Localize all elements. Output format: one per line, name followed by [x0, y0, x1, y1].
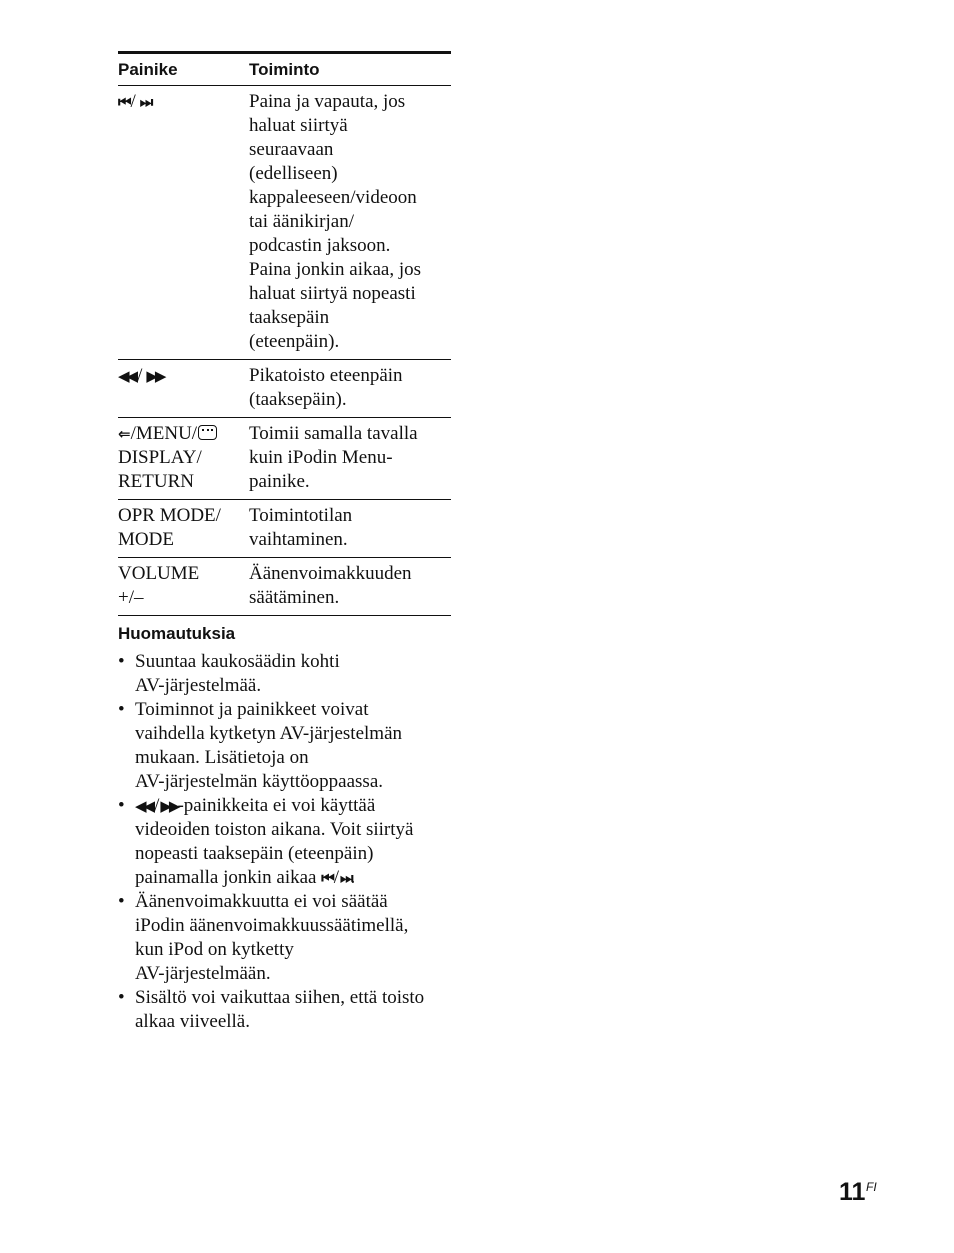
button-cell: VOLUME +/–	[118, 563, 200, 608]
fast-forward-icon: ▶▶	[146, 367, 164, 385]
function-cell: Äänenvoimakkuuden säätäminen.	[249, 563, 412, 608]
rewind-icon: ◀◀	[118, 367, 136, 385]
rewind-icon: ◀◀	[135, 797, 153, 815]
previous-track-icon: ⏮	[118, 93, 129, 111]
column-header-button: Painike	[118, 60, 178, 79]
function-cell: Toimii samalla tavalla kuin iPodin Menu- painike.	[249, 423, 418, 492]
notes-heading: Huomautuksia	[118, 624, 236, 643]
table-header-row	[118, 53, 451, 86]
list-item: • Toiminnot ja painikkeet voivat vaihdella kytketyn AV-järjestelmän mukaan. Lisätietoja on AV-järjestelmän käyttöoppaassa.	[118, 698, 458, 794]
menu-label: /MENU/	[130, 423, 198, 444]
table-row	[118, 500, 451, 558]
button-cell: OPR MODE/ MODE	[118, 505, 221, 550]
table-row	[118, 86, 451, 360]
list-item: • Äänenvoimakkuutta ei voi säätää iPodin äänenvoimakkuussäätimellä, kun iPod on kytketty AV-järjestelmään.	[118, 890, 458, 986]
function-cell: Toimintotilan vaihtaminen.	[249, 505, 353, 550]
button-cell	[118, 418, 249, 500]
function-cell: Pikatoisto eteenpäin (taaksepäin).	[249, 365, 403, 410]
table-row	[118, 418, 451, 500]
function-table	[118, 51, 451, 616]
function-cell: Paina ja vapauta, jos haluat siirtyä seuraavaan (edelliseen) kappaleeseen/videoon tai äänikirjan/ podcastin jaksoon. Paina jonkin aikaa, jos haluat siirtyä nopeasti taaksepäin (eteenpäin).	[249, 91, 422, 352]
page-number: 11	[839, 1178, 866, 1206]
page-language-code: FI	[866, 1180, 877, 1194]
button-label: DISPLAY/ RETURN	[118, 447, 202, 492]
return-arrow-icon: ⇐	[118, 425, 131, 443]
next-track-icon: ⏭	[340, 869, 351, 887]
list-item: • Sisältö voi vaikuttaa siihen, että toisto alkaa viiveellä.	[118, 986, 458, 1034]
menu-icon	[198, 425, 217, 440]
note-text-end: .	[350, 867, 356, 888]
column-header-function: Toiminto	[249, 60, 320, 79]
fast-forward-icon: ▶▶	[160, 797, 178, 815]
note-text: -painikkeita ei voi käyttää videoiden toiston aikana. Voit siirtyä nopeasti taaksepäin (eteenpäin) painamalla jonkin aikaa	[135, 795, 414, 888]
table-row	[118, 360, 451, 418]
next-track-icon: ⏭	[139, 93, 151, 111]
list-item: • ◀◀ /▶▶-painikkeita ei voi käyttää videoiden toiston aikana. Voit siirtyä nopeasti taaksepäin (eteenpäin) painamalla jonkin aikaa ⏮ /⏭.	[118, 794, 458, 890]
previous-track-icon: ⏮	[321, 869, 332, 887]
button-cell: ⏮ / ⏭	[118, 91, 151, 112]
table-row	[118, 558, 451, 616]
button-cell: ◀◀ / ▶▶	[118, 365, 164, 386]
list-item: • Suuntaa kaukosäädin kohti AV-järjestelmää.	[118, 650, 458, 698]
notes-list	[118, 650, 458, 1034]
